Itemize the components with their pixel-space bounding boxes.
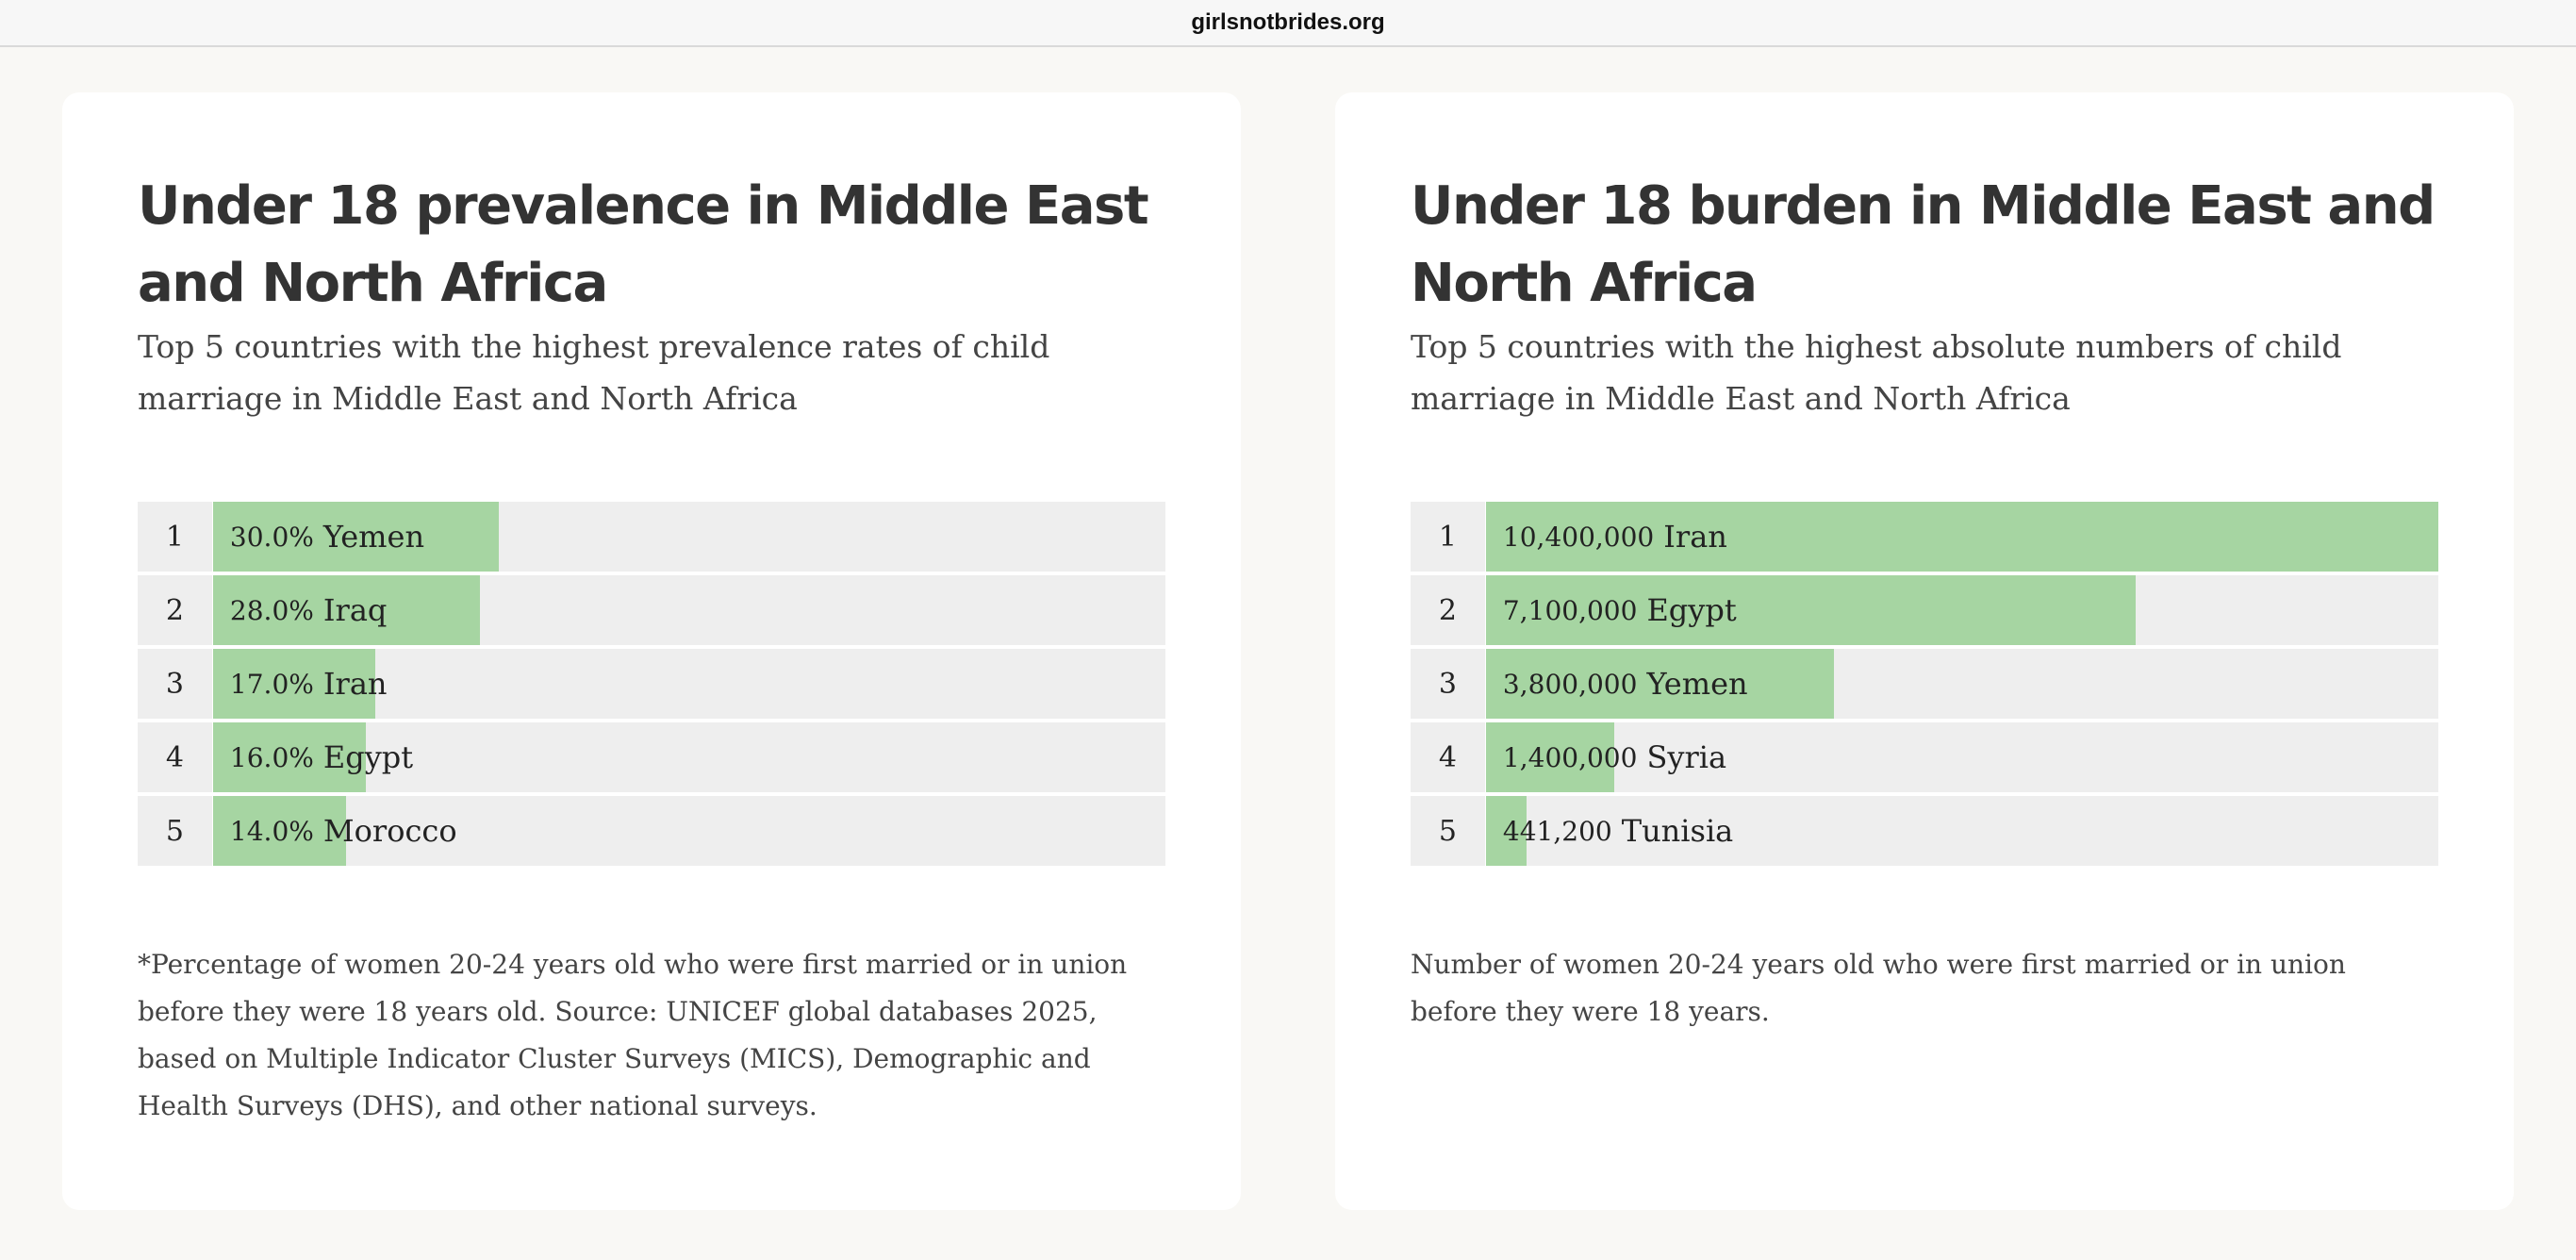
rank-label: 5	[138, 796, 212, 866]
bar-category-label: Iran	[1663, 519, 1727, 555]
bar-track	[1486, 502, 2438, 572]
bar-track	[213, 575, 1165, 645]
bar-label	[230, 796, 457, 866]
bar-category-label: Iraq	[322, 592, 388, 628]
rank-label: 2	[1411, 575, 1485, 645]
bar-track	[213, 722, 1165, 792]
chart-row	[1411, 722, 2438, 792]
bar-value-label: 17.0%	[229, 668, 314, 700]
bar-category-label: Iran	[322, 666, 388, 702]
bar-label	[1503, 796, 1733, 866]
bar-value-label: 10,400,000	[1502, 521, 1655, 553]
chart-row	[138, 796, 1165, 866]
bar-value-label: 3,800,000	[1502, 668, 1638, 700]
prevalence-card	[62, 92, 1241, 1210]
bar-category-label: Egypt	[1646, 592, 1737, 628]
chart-row	[138, 649, 1165, 719]
chart-row	[1411, 649, 2438, 719]
rank-label: 1	[1411, 502, 1485, 572]
card-title: Under 18 burden in Middle East and North Africa	[1411, 175, 2435, 314]
bar-category-label: Yemen	[322, 519, 425, 555]
browser-url-bar[interactable]	[0, 0, 2576, 47]
bar-track	[1486, 575, 2438, 645]
bar-label	[230, 649, 388, 719]
bar-label	[230, 575, 387, 645]
bar-category-label: Tunisia	[1621, 813, 1734, 849]
chart-row	[1411, 575, 2438, 645]
bar-track	[1486, 649, 2438, 719]
burden-card	[1335, 92, 2514, 1210]
bar-label	[230, 502, 424, 572]
bar-track	[1486, 796, 2438, 866]
bar-label	[230, 722, 413, 792]
bar-category-label: Egypt	[322, 739, 414, 775]
bar-label	[1503, 502, 1727, 572]
rank-label: 2	[138, 575, 212, 645]
card-subtitle: Top 5 countries with the highest prevalence rates of child marriage in Middle East and North Africa	[138, 328, 1050, 417]
card-footnote: *Percentage of women 20-24 years old who were first married or in union before they were 18 years old. Source: UNICEF global databases 2025, based on Multiple Indicator Cluster Surveys (MICS), Demographic and Health Surveys (DHS), and other national surveys.	[138, 949, 1128, 1121]
bar-category-label: Syria	[1646, 739, 1727, 775]
rank-label: 3	[1411, 649, 1485, 719]
chart-row	[1411, 502, 2438, 572]
bar-label	[1503, 575, 1737, 645]
bar-track	[213, 649, 1165, 719]
rank-label: 4	[138, 722, 212, 792]
rank-label: 1	[138, 502, 212, 572]
bar-value-label: 14.0%	[229, 815, 314, 847]
chart-row	[138, 575, 1165, 645]
bar-value-label: 1,400,000	[1502, 741, 1638, 773]
chart-row	[138, 722, 1165, 792]
prevalence-bar-chart	[138, 502, 1165, 870]
bar-value-label: 28.0%	[229, 594, 314, 626]
bar-category-label: Morocco	[322, 813, 457, 849]
bar-value-label: 7,100,000	[1502, 594, 1638, 626]
card-title: Under 18 prevalence in Middle East and North Africa	[138, 175, 1148, 314]
chart-row	[1411, 796, 2438, 866]
rank-label: 3	[138, 649, 212, 719]
card-footnote: Number of women 20-24 years old who were first married or in union before they were 18 years.	[1411, 949, 2346, 1027]
url-text: girlsnotbrides.org	[1191, 9, 1385, 35]
bar-value-label: 16.0%	[229, 741, 314, 773]
bar-value-label: 441,200	[1502, 815, 1612, 847]
chart-row	[138, 502, 1165, 572]
bar-label	[1503, 722, 1726, 792]
bar-track	[1486, 722, 2438, 792]
rank-label: 5	[1411, 796, 1485, 866]
burden-bar-chart	[1411, 502, 2438, 870]
bar-label	[1503, 649, 1748, 719]
bar-track	[213, 502, 1165, 572]
bar-track	[213, 796, 1165, 866]
bar-value-label: 30.0%	[229, 521, 314, 553]
card-subtitle: Top 5 countries with the highest absolute numbers of child marriage in Middle East and North Africa	[1411, 328, 2342, 417]
rank-label: 4	[1411, 722, 1485, 792]
bar-category-label: Yemen	[1646, 666, 1748, 702]
